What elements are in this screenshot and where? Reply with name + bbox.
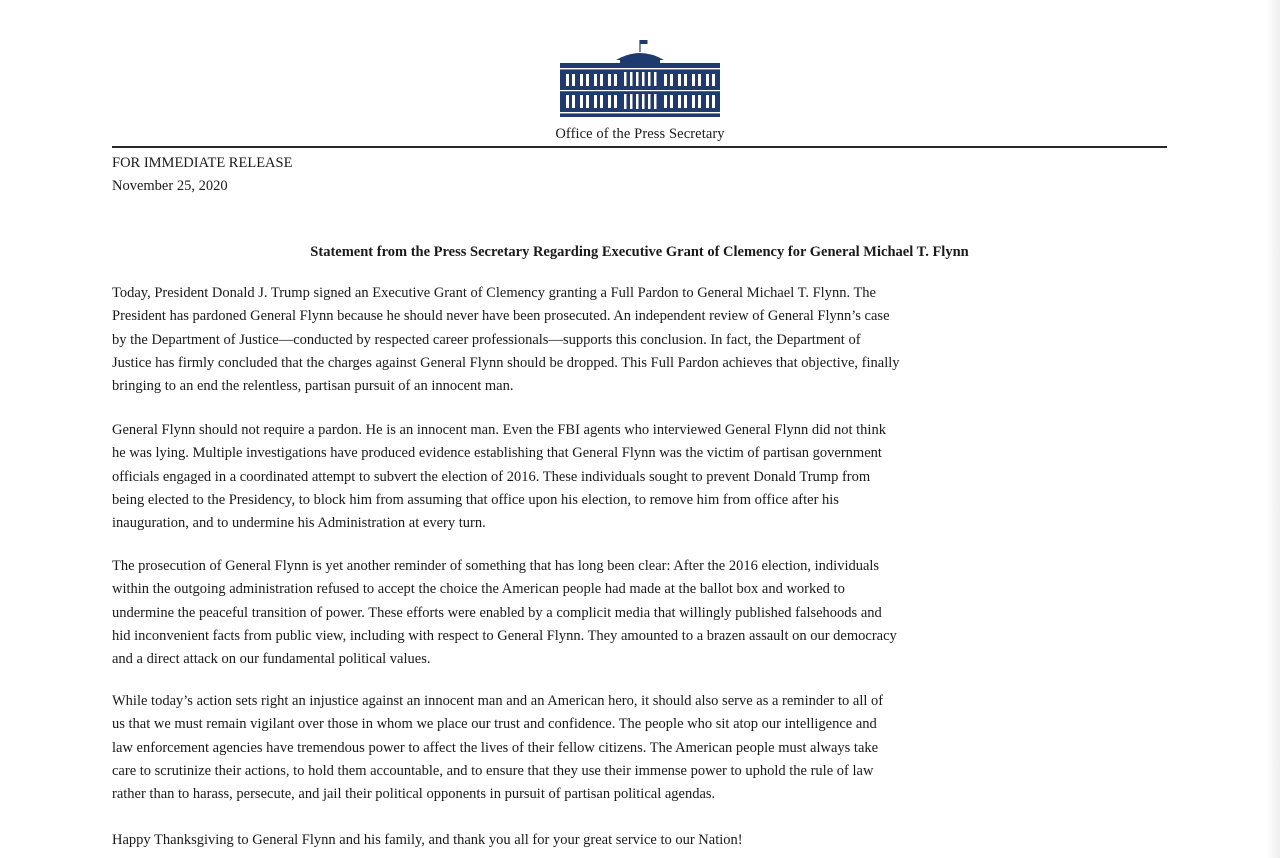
paragraph-3: [112, 555, 1174, 671]
statement-title: Statement from the Press Secretary Regarding Executive Grant of Clemency for General Michael T. Flynn: [310, 244, 969, 260]
paragraph-line: President has pardoned General Flynn because he should never have been prosecuted. An independent review of General Flynn’s case: [112, 308, 890, 325]
paragraph-line: hid inconvenient facts from public view, including with respect to General Flynn. They amounted to a brazen assault on our democracy: [112, 627, 897, 644]
paragraph-line: us that we must remain vigilant over those in whom we place our trust and confidence. The people who sit atop our intelligence and: [112, 716, 877, 733]
paragraph-line: Justice has firmly concluded that the charges against General Flynn should be dropped. This Full Pardon achieves that objective, finally: [112, 354, 900, 371]
release-date: November 25, 2020: [112, 178, 228, 194]
paragraph-line: being elected to the Presidency, to block him from assuming that office upon his election, to remove him from office after his: [112, 491, 839, 508]
paragraph-line: law enforcement agencies have tremendous power to affect the lives of their fellow citizens. The American people must always take: [112, 739, 879, 756]
paragraph-line: he was lying. Multiple investigations have produced evidence establishing that General Flynn was the victim of partisan government: [112, 445, 882, 462]
paragraph-line: While today’s action sets right an injustice against an innocent man and an American hero, it should also serve as a reminder to all of: [112, 693, 884, 709]
paragraph-2: [112, 419, 1174, 535]
closing-paragraph: [112, 829, 1174, 852]
paragraph-line: General Flynn should not require a pardon. He is an innocent man. Even the FBI agents who interviewed General Flynn did not think: [112, 422, 886, 438]
paragraph-line: bringing to an end the relentless, partisan pursuit of an innocent man.: [112, 378, 514, 395]
paragraph-line: care to scrutinize their actions, to hold them accountable, and to ensure that they use their immense power to uphold the rule of law: [112, 762, 874, 779]
release-block: [112, 152, 292, 198]
paragraph-line: Today, President Donald J. Trump signed an Executive Grant of Clemency granting a Full Pardon to General Michael T. Flynn. The: [112, 285, 876, 301]
paragraph-line: inauguration, and to undermine his Administration at every turn.: [112, 515, 486, 532]
immediate-release-label: FOR IMMEDIATE RELEASE: [112, 155, 293, 171]
paragraph-line: within the outgoing administration refused to accept the choice the American people had made at the ballot box and worked to: [112, 581, 845, 598]
paragraph-4: [112, 690, 1174, 806]
office-of-press-secretary-heading: Office of the Press Secretary: [555, 126, 725, 142]
header-divider: [112, 146, 1167, 148]
paragraph-line: officials engaged in a coordinated attempt to subvert the election of 2016. These individuals sought to prevent Donald Trump from: [112, 468, 871, 485]
paragraph-line: The prosecution of General Flynn is yet another reminder of something that has long been clear: After the 2016 election, individuals: [112, 558, 880, 574]
paragraph-line: rather than to harass, persecute, and jail their political opponents in pursuit of partisan political agendas.: [112, 786, 716, 803]
page-edge-shadow: [1266, 0, 1280, 858]
paragraph-line: by the Department of Justice—conducted by respected career professionals—supports this conclusion. In fact, the Department of: [112, 331, 861, 348]
paragraph-line: and a direct attack on our fundamental political values.: [112, 651, 431, 668]
paragraph-1: [112, 282, 1174, 398]
paragraph-line: Happy Thanksgiving to General Flynn and his family, and thank you all for your great service to our Nation!: [112, 832, 743, 848]
paragraph-line: undermine the peaceful transition of power. These efforts were enabled by a complicit media that willingly published falsehoods and: [112, 604, 882, 621]
white-house-seal-icon: [558, 38, 722, 118]
